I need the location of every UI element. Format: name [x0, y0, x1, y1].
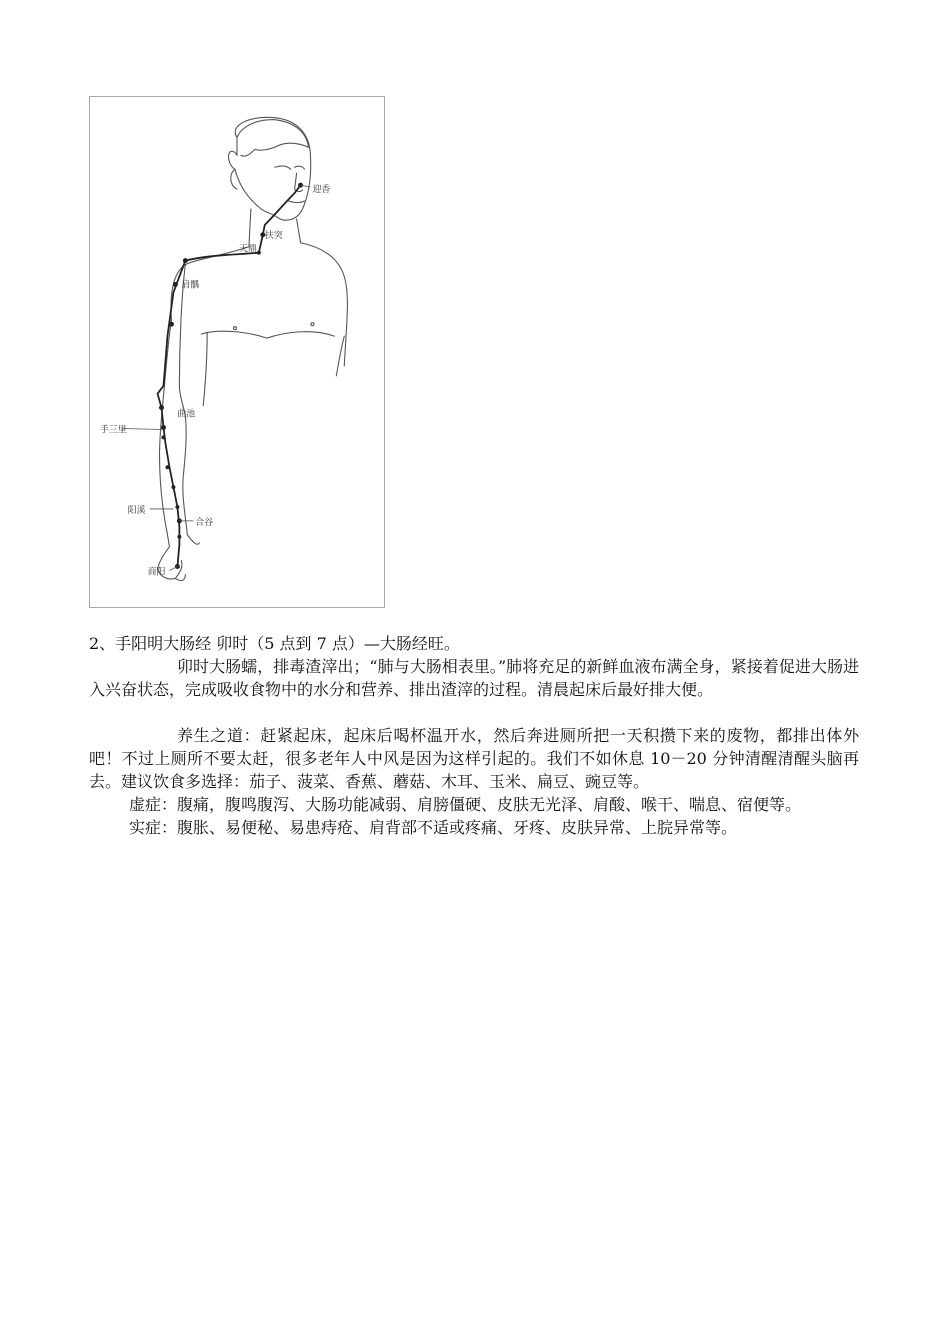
torso-outline: [171, 243, 347, 366]
head-outline: [229, 117, 311, 220]
meridian-figure: [89, 96, 385, 608]
label-hegu: 合谷: [195, 517, 214, 528]
label-tianding: 天鼎: [238, 244, 257, 255]
label-shangyang: 商阳: [147, 567, 166, 578]
document-body: [89, 632, 859, 839]
body-illustration: [90, 97, 384, 607]
label-yingxiang: 迎香: [312, 185, 331, 196]
label-jianyu: 肩髃: [181, 280, 200, 291]
paragraph-excess-symptoms: 实症：腹胀、易便秘、易患痔疮、肩背部不适或疼痛、牙疼、皮肤异常、上脘异常等。: [129, 818, 738, 837]
label-yangxi: 阳溪: [127, 505, 146, 516]
label-quchi: 曲池: [177, 409, 196, 420]
label-shousanli: 手三里: [99, 425, 127, 436]
paragraph-deficiency-symptoms: 虚症：腹痛，腹鸣腹泻、大肠功能减弱、肩膀僵硬、皮肤无光泽、肩酸、喉干、喘息、宿便等。: [129, 795, 802, 814]
label-futu: 扶突: [264, 230, 283, 241]
paragraph-description: 卯时大肠蠕，排毒渣滓出；“肺与大肠相表里。”肺将充足的新鲜血液布满全身，紧接着促进大肠进入兴奋状态，完成吸收食物中的水分和营养、排出渣滓的过程。清晨起床后最好排大便。: [89, 657, 859, 699]
paragraph-gap: [89, 701, 859, 724]
section-heading: 2、手阳明大肠经 卯时（5 点到 7 点）—大肠经旺。: [89, 634, 460, 653]
paragraph-health-advice: 养生之道：赶紧起床，起床后喝杯温开水，然后奔进厕所把一天积攒下来的废物，都排出体外吧！不过上厕所不要太赶，很多老年人中风是因为这样引起的。我们不如休息 10－20 分钟清醒清醒头脑再去。建议饮食多选择：茄子、菠菜、香蕉、蘑菇、木耳、玉米、扁豆、豌豆等。: [89, 726, 859, 791]
hair-outline: [237, 120, 309, 157]
